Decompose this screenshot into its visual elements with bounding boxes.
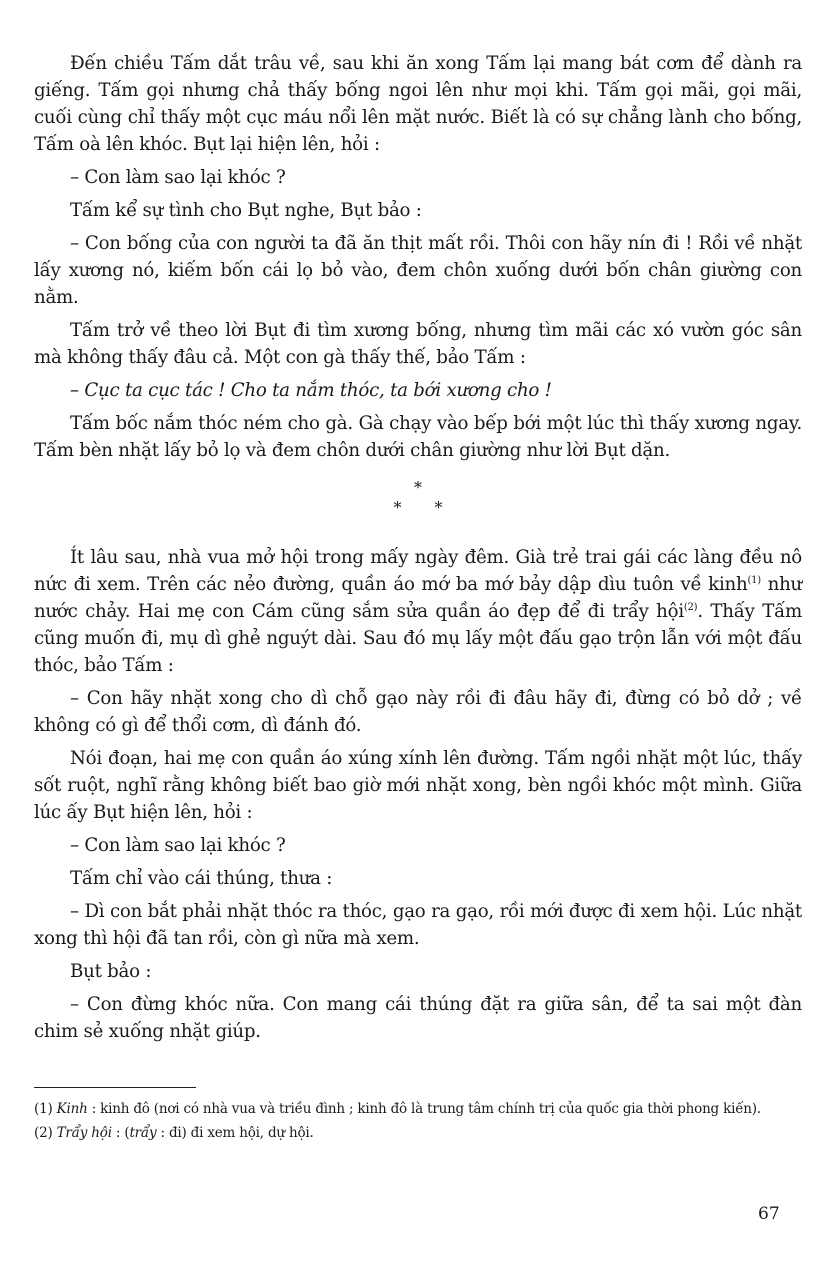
- footnote-divider: [34, 1087, 196, 1088]
- paragraph: Đến chiều Tấm dắt trâu về, sau khi ăn xong Tấm lại mang bát cơm để dành ra giếng. Tấm gọi nhưng chả thấy bống ngoi lên như mọi khi. Tấm gọi mãi, gọi mãi, cuối cùng chỉ thấy một cục máu nổi lên mặt nước. Biết là có sự chẳng lành cho bống, Tấm oà lên khóc. Bụt lại hiện lên, hỏi :: [34, 53, 802, 155]
- page-content: [34, 50, 802, 1051]
- paragraph-festival: Ít lâu sau, nhà vua mở hội trong mấy ngày đêm. Già trẻ trai gái các làng đều nô nức đi xem. Trên các nẻo đường, quần áo mớ ba mớ bảy dập dìu tuôn về kinh$^{(1)}$ như nước chảy. Hai mẹ con Cám cũng sắm sửa quần áo đẹp để đi trẩy hội$^{(2)}$. Thấy Tấm cũng muốn đi, mụ dì ghẻ nguýt dài. Sau đó mụ lấy một đấu gạo trộn lẫn với một đấu thóc, bảo Tấm :: [34, 547, 803, 676]
- footnote-ref-2: (2): [683, 601, 698, 613]
- footnotes: [34, 1100, 802, 1148]
- paragraph: Tấm kể sự tình cho Bụt nghe, Bụt bảo :: [70, 200, 422, 221]
- section-separator: [34, 478, 802, 518]
- story-section-2: [34, 544, 802, 1045]
- dialogue-line: – Con đừng khóc nữa. Con mang cái thúng đặt ra giữa sân, để ta sai một đàn chim sẻ xuống nhặt giúp.: [34, 994, 802, 1042]
- paragraph: Tấm trở về theo lời Bụt đi tìm xương bống, nhưng tìm mãi các xó vườn góc sân mà không thấy đâu cả. Một con gà thấy thế, bảo Tấm :: [34, 320, 802, 368]
- separator-star: *: [414, 478, 422, 497]
- page-number: 67: [758, 1204, 780, 1224]
- paragraph: Tấm chỉ vào cái thúng, thưa :: [70, 868, 333, 889]
- dialogue-line: – Con làm sao lại khóc ?: [70, 835, 286, 856]
- dialogue-line: – Con hãy nhặt xong cho dì chỗ gạo này rồi đi đâu hãy đi, đừng có bỏ dở ; về không có gì để thổi cơm, dì đánh đó.: [34, 688, 802, 736]
- dialogue-line: – Con làm sao lại khóc ?: [70, 167, 286, 188]
- footnote-ref-1: (1): [747, 574, 761, 586]
- footnote-1: (1) Kinh : kinh đô (nơi có nhà vua và triều đình ; kinh đô là trung tâm chính trị của quốc gia thời phong kiến).: [34, 1101, 761, 1117]
- dialogue-line: – Dì con bắt phải nhặt thóc ra thóc, gạo ra gạo, rồi mới được đi xem hội. Lúc nhặt xong thì hội đã tan rồi, còn gì nữa mà xem.: [34, 901, 802, 949]
- footnote-2: (2) Trẩy hội : (trẩy : đi) đi xem hội, dự hội.: [34, 1125, 314, 1141]
- story-section-1: [34, 50, 802, 464]
- separator-star: *: [434, 498, 443, 517]
- paragraph: Bụt bảo :: [70, 961, 152, 982]
- separator-star: *: [393, 498, 402, 517]
- paragraph: Tấm bốc nắm thóc ném cho gà. Gà chạy vào bếp bới một lúc thì thấy xương ngay. Tấm bèn nhặt lấy bỏ lọ và đem chôn dưới chân giường như lời Bụt dặn.: [34, 413, 802, 461]
- dialogue-line: – Con bống của con người ta đã ăn thịt mất rồi. Thôi con hãy nín đi ! Rồi về nhặt lấy xương nó, kiếm bốn cái lọ bỏ vào, đem chôn xuống dưới bốn chân giường con nằm.: [34, 233, 802, 308]
- chicken-verse: – Cục ta cục tác ! Cho ta nắm thóc, ta bới xương cho !: [70, 380, 552, 401]
- paragraph: Nói đoạn, hai mẹ con quần áo xúng xính lên đường. Tấm ngồi nhặt một lúc, thấy sốt ruột, nghĩ rằng không biết bao giờ mới nhặt xong, bèn ngồi khóc một mình. Giữa lúc ấy Bụt hiện lên, hỏi :: [34, 748, 802, 823]
